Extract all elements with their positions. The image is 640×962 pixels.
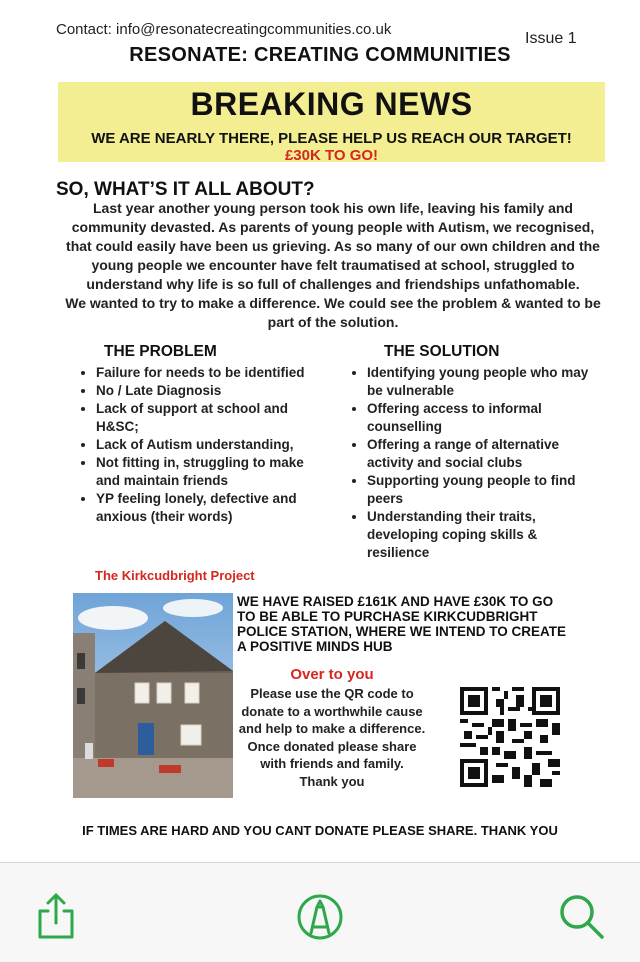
list-item: • Offering a range of alternative activity and social clubs — [367, 436, 597, 472]
intro-paragraph-1: Last year another young person took his own life, leaving his family and community devasted. As parents of young people with Autism, we recognised, that could easily have been us grieving. As so many of our own children and the young people we encounter have felt traumatised at school, struggled to understand why life is so full of challenges and friendships unfathomable. — [66, 200, 600, 292]
viewer-toolbar — [0, 862, 640, 962]
banner-title: BREAKING NEWS — [190, 86, 473, 122]
issue-number: Issue 1 — [525, 30, 577, 47]
markup-icon — [294, 891, 346, 943]
list-item: • Lack of support at school and H&SC; — [96, 400, 328, 436]
list-item: • YP feeling lonely, defective and anxious (their words) — [96, 490, 328, 526]
list-item: • Offering access to informal counselling — [367, 400, 597, 436]
share-icon — [30, 891, 82, 943]
fundraising-status: WE HAVE RAISED £161K AND HAVE £30K TO GO TO BE ABLE TO PURCHASE KIRKCUDBRIGHT POLICE STATION, WHERE WE INTEND TO CREATE A POSITIVE MINDS HUB — [237, 594, 567, 654]
project-label: The Kirkcudbright Project — [95, 568, 255, 583]
breaking-news-banner — [58, 82, 605, 162]
list-item: • No / Late Diagnosis — [96, 382, 328, 400]
about-heading: SO, WHAT’S IT ALL ABOUT? — [56, 179, 315, 200]
list-item: • Supporting young people to find peers — [367, 472, 597, 508]
contact-email: Contact: info@resonatecreatingcommunities.co.uk — [56, 21, 392, 38]
banner-subtitle: WE ARE NEARLY THERE, PLEASE HELP US REACH OUR TARGET! — [91, 130, 572, 147]
intro-text — [58, 199, 608, 332]
list-item: • Identifying young people who may be vulnerable — [367, 364, 597, 400]
solution-heading: THE SOLUTION — [384, 343, 500, 360]
intro-paragraph-2: We wanted to try to make a difference. We could see the problem & wanted to be part of the solution. — [65, 295, 601, 330]
share-button[interactable] — [30, 891, 82, 943]
banner-target: £30K TO GO! — [284, 147, 379, 164]
solution-list — [349, 364, 597, 562]
problem-list — [78, 364, 328, 526]
markup-button[interactable] — [294, 891, 346, 943]
list-item: • Lack of Autism understanding, — [96, 436, 328, 454]
over-to-you-heading: Over to you — [290, 666, 374, 683]
list-item: • Understanding their traits, developing coping skills & resilience — [367, 508, 597, 562]
search-button[interactable] — [556, 891, 608, 943]
share-note: IF TIMES ARE HARD AND YOU CANT DONATE PLEASE SHARE. THANK YOU — [82, 823, 558, 838]
list-item: • Failure for needs to be identified — [96, 364, 328, 382]
donation-instructions — [237, 685, 427, 790]
donate-text: Please use the QR code to donate to a worthwhile cause and help to make a difference. Once donated please share with friends and family. — [238, 686, 426, 771]
search-icon — [556, 891, 608, 943]
thank-you-text: Thank you — [299, 773, 365, 789]
police-station-photo — [73, 593, 233, 798]
donation-qr-code[interactable] — [460, 687, 560, 787]
list-item: • Not fitting in, struggling to make and maintain friends — [96, 454, 328, 490]
problem-heading: THE PROBLEM — [104, 343, 217, 360]
org-title: RESONATE: CREATING COMMUNITIES — [129, 44, 511, 66]
